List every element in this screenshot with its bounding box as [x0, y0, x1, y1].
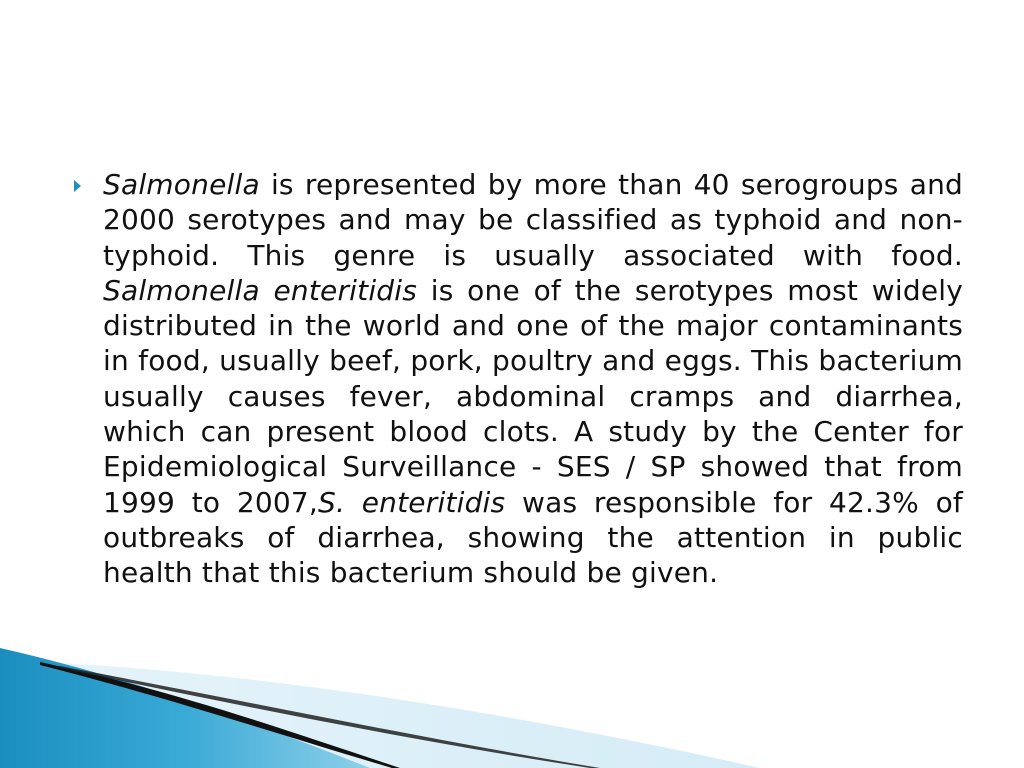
triangle-right-icon — [74, 180, 81, 192]
decorative-swoosh — [0, 640, 1024, 768]
salmonella-enteritidis-term: Salmonella enteritidis — [103, 273, 418, 307]
salmonella-term: Salmonella — [103, 168, 260, 201]
paragraph-text-1: is represented by more than 40 serogroups and 2000 serotypes and may be classified as typhoid and non-typhoid. This genre is usually associated with food. — [103, 168, 963, 272]
bullet-paragraph — [103, 167, 963, 591]
s-enteritidis-term: S. enteritidis — [318, 485, 506, 519]
paragraph-text-3: was responsible for 42.3% of outbreaks of diarrhea, showing the attention in public health that this bacterium should be given. — [103, 485, 963, 590]
bullet-item — [74, 167, 964, 591]
paragraph-text-2: is one of the serotypes most widely distributed in the world and one of the major contaminants in food, usually beef, pork, poultry and eggs. This bacterium usually causes fever, abdominal cramps and diarrhea, which can present blood clots. A study by the Center for Epidemiological Surveillance - SES / SP showed that from 1999 to 2007, — [103, 273, 963, 519]
